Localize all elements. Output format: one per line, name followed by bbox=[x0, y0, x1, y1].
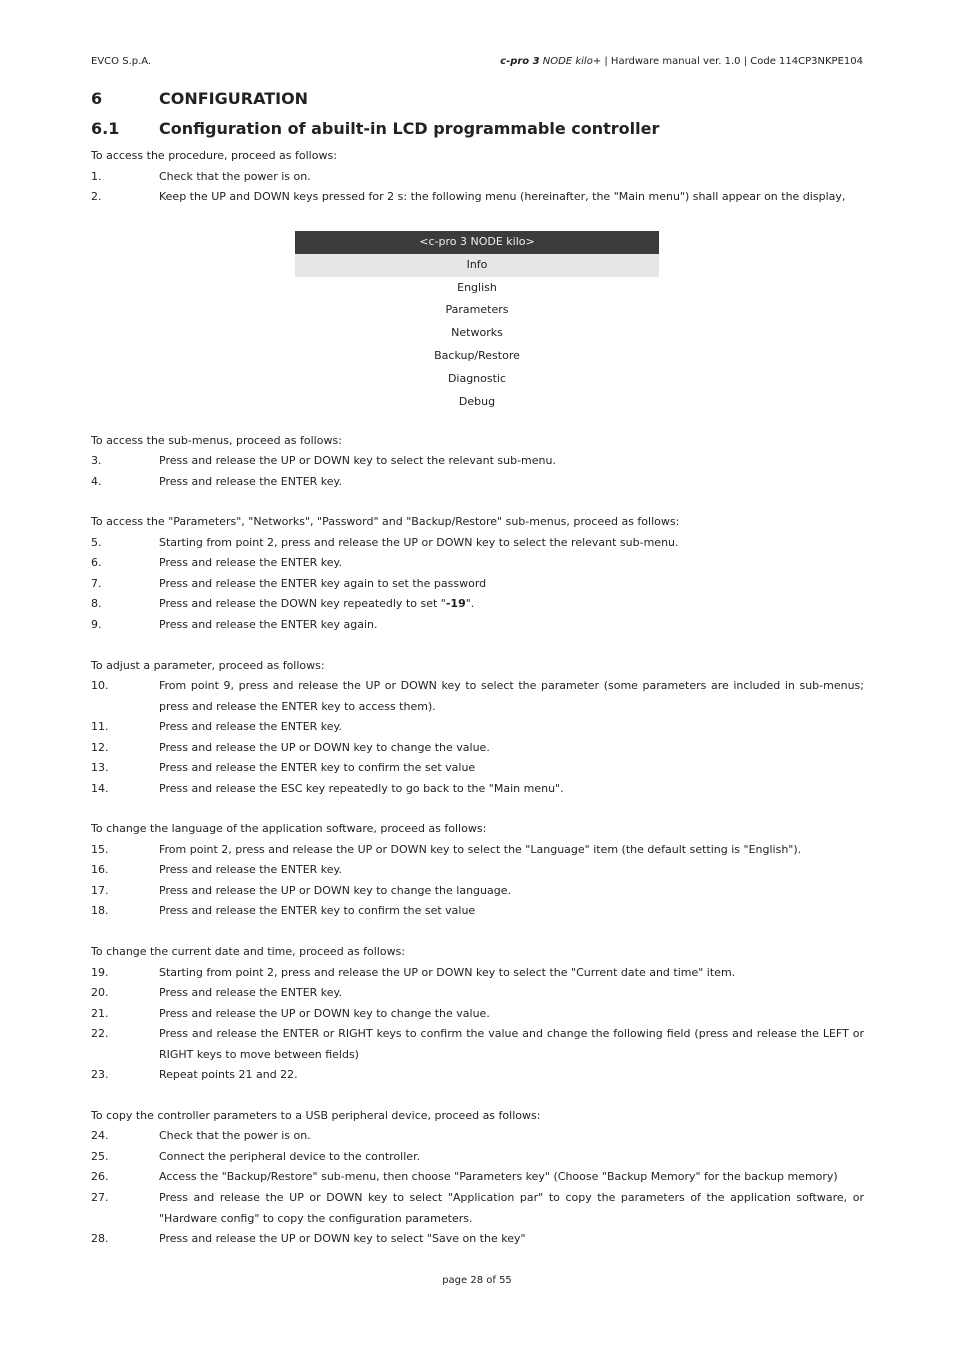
section-number: 6 bbox=[91, 89, 103, 108]
step-1 bbox=[91, 167, 864, 188]
step-14 bbox=[91, 779, 864, 800]
step-number: 26. bbox=[91, 1170, 109, 1183]
step-text: Check that the power is on. bbox=[159, 1129, 311, 1142]
step-number: 7. bbox=[91, 577, 102, 590]
menu-item-parameters: Parameters bbox=[445, 303, 509, 317]
step-text: Press and release the ENTER key. bbox=[159, 475, 342, 488]
step-text: Starting from point 2, press and release the UP or DOWN key to select the relevant sub-menu. bbox=[159, 536, 679, 549]
step-number: 6. bbox=[91, 556, 102, 569]
intro-adjust: To adjust a parameter, proceed as follows: bbox=[91, 659, 325, 672]
section-heading-6 bbox=[91, 89, 308, 108]
password-value: -19 bbox=[445, 597, 466, 610]
page-number: page 28 of 55 bbox=[442, 1275, 512, 1286]
step-5 bbox=[91, 533, 864, 554]
step-text: Press and release the ENTER key. bbox=[159, 720, 342, 733]
step-13 bbox=[91, 758, 864, 779]
step-text: Press and release the UP or DOWN key to select the relevant sub-menu. bbox=[159, 454, 556, 467]
step-number: 22. bbox=[91, 1027, 109, 1040]
intro-language: To change the language of the application software, proceed as follows: bbox=[91, 822, 487, 835]
step-text: Keep the UP and DOWN keys pressed for 2 s: the following menu (hereinafter, the "Main menu") shall appear on the display, bbox=[159, 190, 846, 203]
step-26 bbox=[91, 1167, 864, 1188]
step-number: 23. bbox=[91, 1068, 109, 1081]
step-18 bbox=[91, 901, 864, 922]
lcd-main-menu bbox=[295, 231, 659, 413]
menu-item-backup-restore: Backup/Restore bbox=[434, 348, 520, 362]
header-product-bold: c-pro 3 bbox=[500, 56, 540, 67]
step-3 bbox=[91, 451, 864, 472]
step-number: 25. bbox=[91, 1150, 109, 1163]
step-text-post: ". bbox=[465, 597, 475, 610]
intro-parameters: To access the "Parameters", "Networks", "Password" and "Backup/Restore" sub-menus, proceed as follows: bbox=[91, 515, 680, 528]
step-number: 1. bbox=[91, 170, 102, 183]
intro-copy: To copy the controller parameters to a USB peripheral device, proceed as follows: bbox=[91, 1109, 541, 1122]
menu-title: <c-pro 3 NODE kilo> bbox=[295, 231, 659, 254]
step-text: Repeat points 21 and 22. bbox=[159, 1068, 298, 1081]
step-text: Access the "Backup/Restore" sub-menu, then choose "Parameters key" (Choose "Backup Memory" for the backup memory) bbox=[159, 1170, 838, 1183]
menu-item-debug: Debug bbox=[458, 394, 496, 408]
step-number: 11. bbox=[91, 720, 109, 733]
step-number: 15. bbox=[91, 843, 109, 856]
step-text: Press and release the ENTER key again to set the password bbox=[159, 577, 487, 590]
step-25 bbox=[91, 1147, 864, 1168]
step-number: 24. bbox=[91, 1129, 109, 1142]
step-text: Press and release the UP or DOWN key to change the value. bbox=[159, 1007, 490, 1020]
step-text: Press and release the UP or DOWN key to change the value. bbox=[159, 741, 490, 754]
step-number: 28. bbox=[91, 1232, 109, 1245]
step-21 bbox=[91, 1004, 864, 1025]
step-16 bbox=[91, 860, 864, 881]
step-text: Press and release the ENTER key to confirm the set value bbox=[159, 761, 476, 774]
intro-access: To access the procedure, proceed as follows: bbox=[91, 149, 337, 162]
step-15 bbox=[91, 840, 864, 861]
step-text: From point 2, press and release the UP or DOWN key to select the "Language" item (the default setting is "English"). bbox=[159, 843, 802, 856]
header-doc-code: | Hardware manual ver. 1.0 | Code 114CP3NKPE104 bbox=[601, 56, 863, 67]
step-2 bbox=[91, 187, 864, 208]
menu-item-networks: Networks bbox=[451, 326, 503, 340]
step-12 bbox=[91, 738, 864, 759]
step-text: Press and release the UP or DOWN key to select "Save on the key" bbox=[159, 1232, 526, 1245]
step-number: 9. bbox=[91, 618, 102, 631]
intro-datetime: To change the current date and time, proceed as follows: bbox=[91, 945, 406, 958]
step-7 bbox=[91, 574, 864, 595]
step-10 bbox=[91, 676, 864, 717]
step-19 bbox=[91, 963, 864, 984]
section-heading-6-1 bbox=[91, 119, 659, 138]
step-number: 17. bbox=[91, 884, 109, 897]
step-text: From point 9, press and release the UP or DOWN key to select the parameter (some parameters are included in sub-menus; press and release the ENTER key to access them). bbox=[159, 679, 864, 713]
step-text: Press and release the ENTER key. bbox=[159, 863, 342, 876]
step-text: Press and release the ENTER key again. bbox=[159, 618, 378, 631]
step-text: Starting from point 2, press and release the UP or DOWN key to select the "Current date and time" item. bbox=[159, 966, 736, 979]
step-number: 20. bbox=[91, 986, 109, 999]
subsection-title: Configuration of abuilt-in LCD programmable controller bbox=[159, 119, 660, 138]
step-text: Connect the peripheral device to the controller. bbox=[159, 1150, 421, 1163]
step-number: 13. bbox=[91, 761, 109, 774]
step-28 bbox=[91, 1229, 864, 1250]
header-product-italic: NODE kilo+ bbox=[539, 56, 602, 67]
intro-submenus: To access the sub-menus, proceed as follows: bbox=[91, 434, 342, 447]
step-number: 8. bbox=[91, 597, 102, 610]
header-document-info bbox=[500, 56, 863, 67]
menu-item-info: Info bbox=[295, 254, 659, 277]
step-number: 21. bbox=[91, 1007, 109, 1020]
step-24 bbox=[91, 1126, 864, 1147]
step-number: 5. bbox=[91, 536, 102, 549]
step-20 bbox=[91, 983, 864, 1004]
step-number: 4. bbox=[91, 475, 102, 488]
step-text: Press and release the ESC key repeatedly to go back to the "Main menu". bbox=[159, 782, 564, 795]
step-6 bbox=[91, 553, 864, 574]
step-text: Press and release the ENTER key. bbox=[159, 556, 342, 569]
step-number: 2. bbox=[91, 190, 102, 203]
menu-item-diagnostic: Diagnostic bbox=[447, 371, 507, 385]
step-4 bbox=[91, 472, 864, 493]
step-text: Press and release the ENTER key. bbox=[159, 986, 342, 999]
step-27 bbox=[91, 1188, 864, 1229]
step-8 bbox=[91, 594, 864, 615]
step-17 bbox=[91, 881, 864, 902]
step-text-pre: Press and release the DOWN key repeatedly to set " bbox=[159, 597, 446, 610]
step-number: 27. bbox=[91, 1191, 109, 1204]
step-text: Press and release the UP or DOWN key to select "Application par" to copy the parameters of the application software, or "Hardware config" to copy the configuration parameters. bbox=[159, 1191, 864, 1225]
step-number: 3. bbox=[91, 454, 102, 467]
step-text: Press and release the ENTER key to confirm the set value bbox=[159, 904, 476, 917]
step-text: Press and release the ENTER or RIGHT keys to confirm the value and change the following field (press and release the LEFT or RIGHT keys to move between fields) bbox=[159, 1027, 864, 1061]
step-number: 16. bbox=[91, 863, 109, 876]
step-number: 10. bbox=[91, 679, 109, 692]
step-number: 12. bbox=[91, 741, 109, 754]
subsection-number: 6.1 bbox=[91, 119, 120, 138]
step-number: 18. bbox=[91, 904, 109, 917]
step-number: 19. bbox=[91, 966, 109, 979]
header-company: EVCO S.p.A. bbox=[91, 56, 152, 67]
step-11 bbox=[91, 717, 864, 738]
step-text: Press and release the UP or DOWN key to change the language. bbox=[159, 884, 511, 897]
step-23 bbox=[91, 1065, 864, 1086]
menu-item-english: English bbox=[457, 280, 497, 294]
step-22 bbox=[91, 1024, 864, 1065]
section-title: CONFIGURATION bbox=[159, 89, 309, 108]
step-text bbox=[159, 594, 864, 615]
step-number: 14. bbox=[91, 782, 109, 795]
step-9 bbox=[91, 615, 864, 636]
step-text: Check that the power is on. bbox=[159, 170, 311, 183]
